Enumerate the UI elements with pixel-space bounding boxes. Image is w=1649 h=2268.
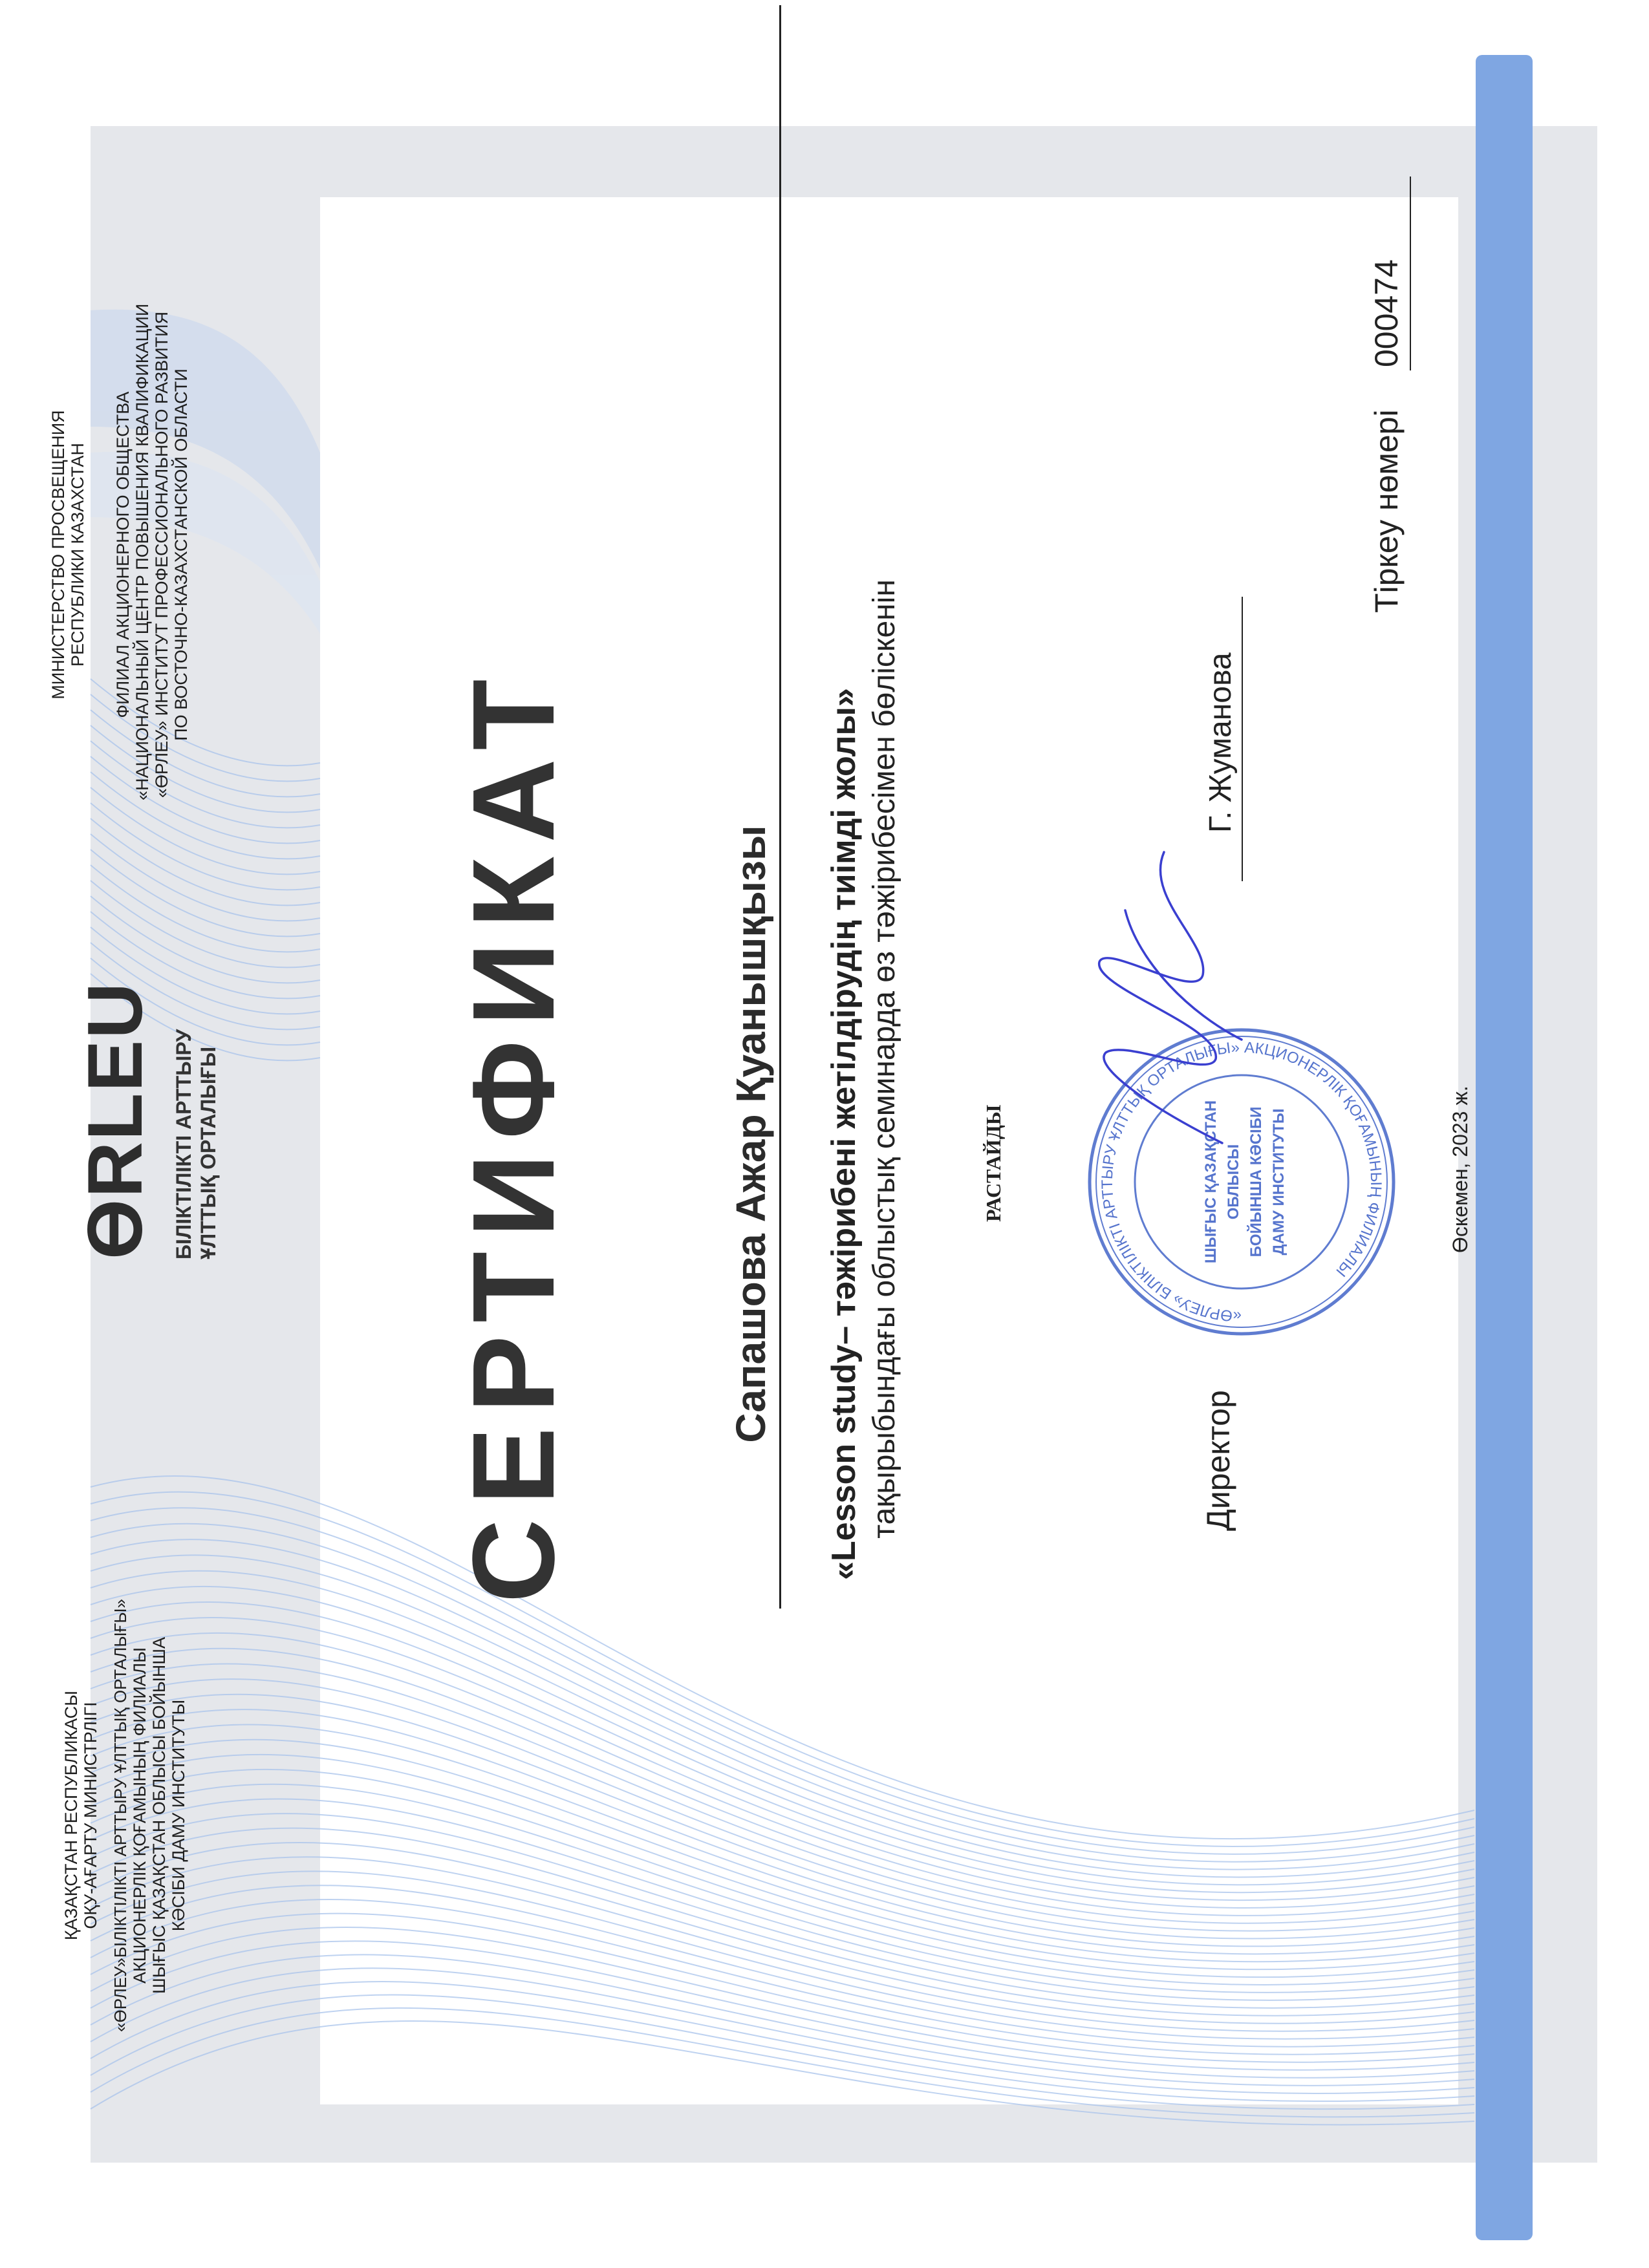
- certificate-title: СЕРТИФИКАТ: [449, 665, 579, 1603]
- right-header-line4: «НАЦИОНАЛЬНЫЙ ЦЕНТР ПОВЫШЕНИЯ КВАЛИФИКАЦИИ: [133, 303, 152, 800]
- seminar-description: тақырыбындағы облыстық семинарда өз тәжірибесімен бөліскенін: [867, 579, 901, 1539]
- stamp-inner-line1: ШЫҒЫС ҚАЗАҚСТАН: [1202, 1100, 1220, 1264]
- left-header-line3: «ӨРЛЕУ»БІЛІКТІЛІКТІ АРТТЫРУ ҰЛТТЫҚ ОРТАЛЫҒЫ»: [111, 1599, 130, 2032]
- seminar-topic: «Lesson study– тәжірибені жетілдірудің тиімді жолы»: [825, 688, 863, 1580]
- logo-sub1: БІЛІКТІЛІКТІ АРТТЫРУ: [172, 1029, 195, 1259]
- recipient-name: Сапашова Ажар Қуанышқызы: [727, 825, 774, 1443]
- right-header: [48, 303, 191, 800]
- left-header-line2: ОҚУ-АҒАРТУ МИНИСТРЛІГІ: [81, 1702, 100, 1929]
- director-label: Директор: [1200, 1390, 1236, 1531]
- stamp-inner-line2: ОБЛЫСЫ: [1225, 1144, 1242, 1220]
- stamp-outer-text: «ӨРЛЕУ» БІЛІКТІЛІКТІ АРТТЫРУ ҰЛТТЫҚ ОРТАЛЫҒЫ» АКЦИОНЕРЛІК ҚОҒАМЫНЫҢ ФИЛИАЛЫ: [1098, 1038, 1385, 1325]
- registration-label: Тіркеу нөмері: [1368, 409, 1405, 613]
- right-header-line6: ПО ВОСТОЧНО-КАЗАХСТАНСКОЙ ОБЛАСТИ: [171, 369, 191, 741]
- signature-line: [1242, 597, 1243, 881]
- confirm-label: РАСТАЙДЫ: [982, 1104, 1005, 1222]
- director-name: Г. Жуманова: [1203, 652, 1238, 833]
- left-header-line6: КӘСІБИ ДАМУ ИНСТИТУТЫ: [169, 1699, 188, 1932]
- place-date: Өскемен, 2023 ж.: [1449, 1086, 1472, 1253]
- left-header-line5: ШЫҒЫС ҚАЗАҚСТАН ОБЛЫСЫ БОЙЫНША: [149, 1636, 169, 1995]
- stamp-inner-line3: БОЙЫНША КӘСІБИ: [1247, 1106, 1265, 1257]
- right-header-line3: ФИЛИАЛ АКЦИОНЕРНОГО ОБЩЕСТВА: [113, 391, 133, 718]
- left-header-line1: ҚАЗАҚСТАН РЕСПУБЛИКАСЫ: [61, 1690, 81, 1941]
- logo-subtitle: [171, 1029, 221, 1259]
- left-header-line4: АКЦИОНЕРЛІК ҚОҒАМЫНЫҢ ФИЛИАЛЫ: [130, 1647, 149, 1984]
- right-header-line5: «ӨРЛЕУ» ИНСТИТУТ ПРОФЕССИОНАЛЬНОГО РАЗВИТИЯ: [152, 311, 171, 798]
- orleu-logo: ӨRLEU: [72, 981, 158, 1259]
- stamp-inner-line4: ДАМУ ИНСТИТУТЫ: [1270, 1108, 1288, 1256]
- left-header: [61, 1570, 188, 2061]
- recipient-underline: [779, 5, 781, 1609]
- right-header-line2: РЕСПУБЛИКИ КАЗАХСТАН: [68, 442, 87, 667]
- registration-number: 000474: [1368, 259, 1405, 367]
- right-header-line1: МИНИСТЕРСТВО ПРОСВЕЩЕНИЯ: [48, 410, 68, 700]
- logo-sub2: ҰЛТТЫҚ ОРТАЛЫҒЫ: [197, 1046, 220, 1259]
- director-signature: [1067, 846, 1261, 1156]
- registration-underline: [1410, 177, 1411, 370]
